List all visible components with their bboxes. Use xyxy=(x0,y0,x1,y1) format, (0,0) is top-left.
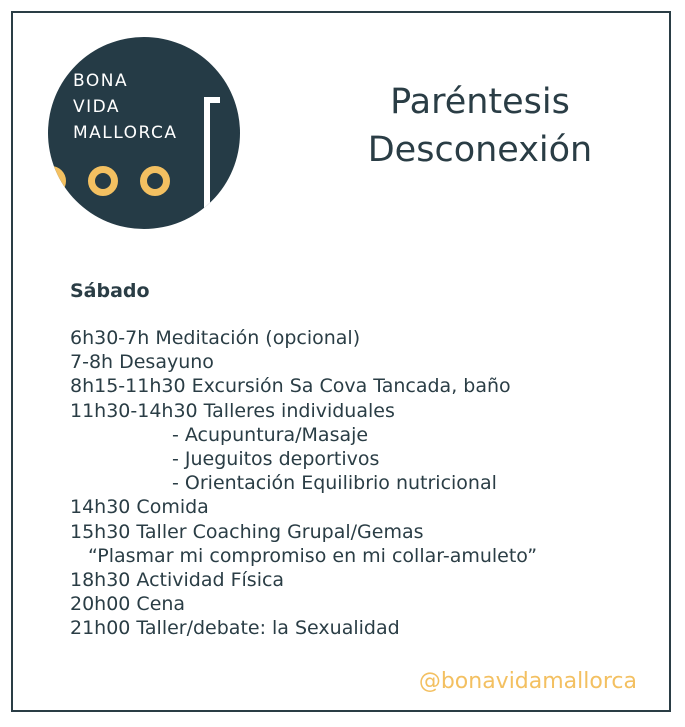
schedule-quote: “Plasmar mi compromiso en mi collar-amuleto” xyxy=(88,544,538,567)
schedule-subitem: - Acupuntura/Masaje xyxy=(172,423,369,446)
schedule-list xyxy=(70,326,537,641)
logo-ring-icon xyxy=(140,166,170,196)
schedule-item: 20h00 Cena xyxy=(70,593,186,616)
logo-ring-icon xyxy=(88,166,118,196)
schedule-item: 11h30-14h30 Talleres individuales xyxy=(70,399,395,422)
page-title-line2: Desconexión xyxy=(367,130,593,170)
schedule-subitem: - Orientación Equilibrio nutricional xyxy=(172,472,497,495)
logo-text-line1: BONA xyxy=(73,71,129,91)
logo-text-line3: MALLORCA xyxy=(73,123,178,143)
schedule-item: 21h00 Taller/debate: la Sexualidad xyxy=(70,617,400,640)
schedule-item: 7-8h Desayuno xyxy=(70,351,214,374)
logo-text-line2: VIDA xyxy=(73,97,121,117)
schedule-item: 6h30-7h Meditación (opcional) xyxy=(70,327,361,349)
schedule-item: 18h30 Actividad Física xyxy=(70,569,285,592)
bona-vida-mallorca-logo xyxy=(48,37,240,229)
schedule-item: 8h15-11h30 Excursión Sa Cova Tancada, baño xyxy=(70,375,511,398)
schedule-subitem: - Jueguitos deportivos xyxy=(172,448,380,471)
social-handle: @bonavidamallorca xyxy=(418,669,637,694)
logo-bracket-mark xyxy=(204,97,220,217)
schedule-item: 15h30 Taller Coaching Grupal/Gemas xyxy=(70,520,424,543)
day-heading: Sábado xyxy=(70,280,150,302)
schedule-item: 14h30 Comida xyxy=(70,496,209,519)
page-title-line1: Paréntesis xyxy=(390,82,570,122)
